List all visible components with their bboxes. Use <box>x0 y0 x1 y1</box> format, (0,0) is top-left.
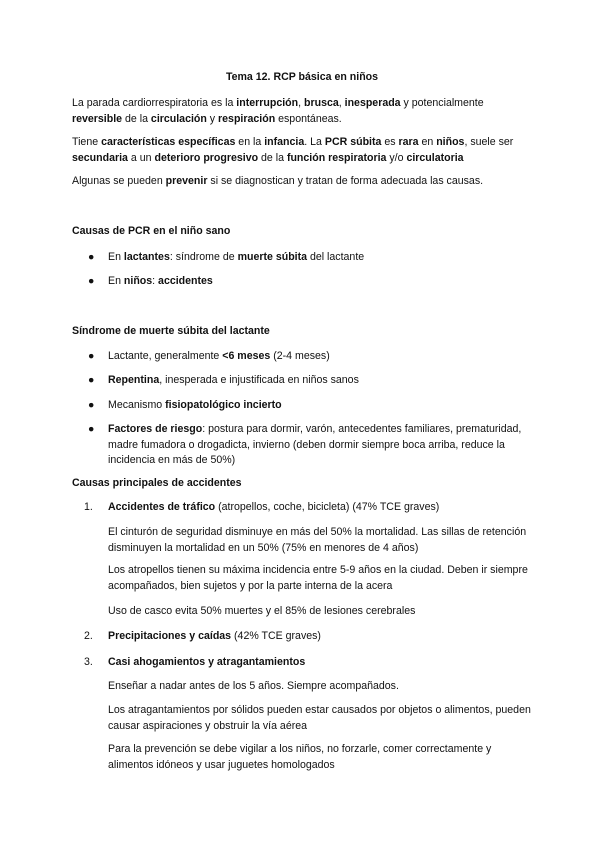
section-heading: Causas principales de accidentes <box>72 477 242 489</box>
section-heading: Causas de PCR en el niño sano <box>72 225 231 237</box>
intro-paragraph: Algunas se pueden prevenir si se diagnostican y tratan de forma adecuada las causas. <box>72 175 484 187</box>
list-item-text: Factores de riesgo: postura para dormir, varón, antecedentes familiares, prematuridad, madre fumadora o drogadicta, invierno (deben dormir siempre boca arriba, reduce la incidencia en más de 50%) <box>108 423 522 466</box>
intro-paragraph: Tiene características específicas en la infancia. La PCR súbita es rara en niños, suele ser secundaria a un deterioro progresivo de la función respiratoria y/o circulatoria <box>72 136 514 164</box>
numbered-item-text: Precipitaciones y caídas (42% TCE graves) <box>108 630 321 642</box>
item-paragraph: Los atragantamientos por sólidos pueden estar causados por objetos o alimentos, pueden causar aspiraciones y obstruir la vía aérea <box>108 704 531 732</box>
bullet-icon: ● <box>88 399 95 411</box>
item-paragraph: Uso de casco evita 50% muertes y el 85% de lesiones cerebrales <box>108 605 416 617</box>
numbered-item-text: Accidentes de tráfico (atropellos, coche, bicicleta) (47% TCE graves) <box>108 501 440 513</box>
item-paragraph: Para la prevención se debe vigilar a los niños, no forzarle, comer correctamente y alimentos idóneos y usar juguetes homologados <box>108 743 492 771</box>
item-paragraph: Enseñar a nadar antes de los 5 años. Siempre acompañados. <box>108 680 399 692</box>
bullet-icon: ● <box>88 350 95 362</box>
list-item-text: Lactante, generalmente <6 meses (2-4 meses) <box>108 350 330 362</box>
list-item-text: En niños: accidentes <box>108 275 213 287</box>
bullet-icon: ● <box>88 423 95 435</box>
list-item-text: Repentina, inesperada e injustificada en niños sanos <box>108 374 359 386</box>
bullet-icon: ● <box>88 275 95 287</box>
numbered-item-text: Casi ahogamientos y atragantamientos <box>108 656 306 668</box>
bullet-icon: ● <box>88 251 95 263</box>
list-item-text: Mecanismo fisiopatológico incierto <box>108 399 282 411</box>
page-title: Tema 12. RCP básica en niños <box>225 71 379 83</box>
item-number: 3. <box>84 656 93 668</box>
intro-paragraph: La parada cardiorrespiratoria es la interrupción, brusca, inesperada y potencialmente reversible de la circulación y respiración espontáneas. <box>72 97 484 125</box>
item-number: 1. <box>84 501 93 513</box>
item-paragraph: Los atropellos tienen su máxima incidencia entre 5-9 años en la ciudad. Deben ir siempre acompañados, bien sujetos y por la parte interna de la acera <box>108 564 528 592</box>
bullet-icon: ● <box>88 374 95 386</box>
item-number: 2. <box>84 630 93 642</box>
section-heading: Síndrome de muerte súbita del lactante <box>72 325 270 337</box>
item-paragraph: El cinturón de seguridad disminuye en más del 50% la mortalidad. Las sillas de retención disminuyen la mortalidad en un 50% (75% en menores de 4 años) <box>108 526 527 554</box>
list-item-text: En lactantes: síndrome de muerte súbita del lactante <box>108 251 365 263</box>
